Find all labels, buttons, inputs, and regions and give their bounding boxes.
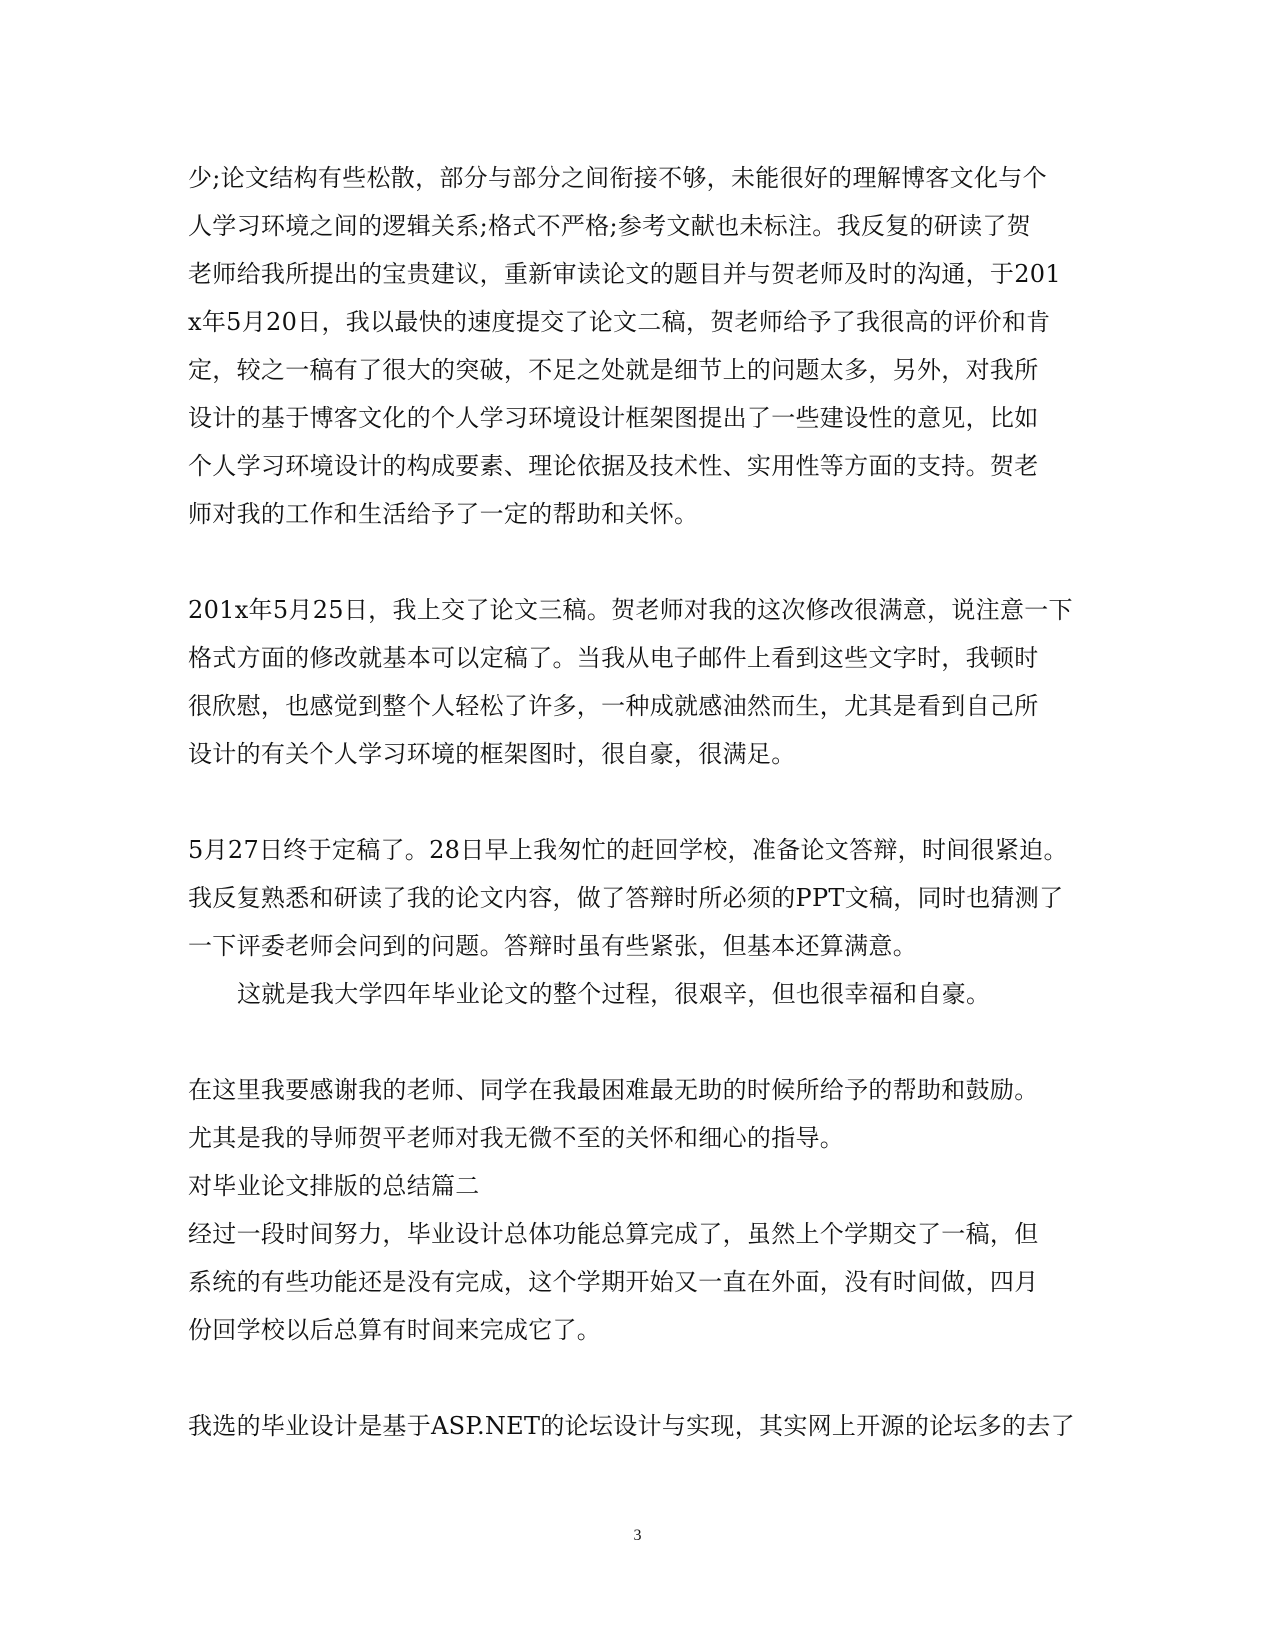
text-line: 份回学校以后总算有时间来完成它了。 — [188, 1316, 602, 1344]
text-line: 尤其是我的导师贺平老师对我无微不至的关怀和细心的指导。 — [188, 1124, 845, 1152]
text-line: 我反复熟悉和研读了我的论文内容，做了答辩时所必须的PPT文稿，同时也猜测了 — [188, 884, 1064, 912]
text-line: 我选的毕业设计是基于ASP.NET的论坛设计与实现，其实网上开源的论坛多的去了 — [188, 1412, 1075, 1440]
text-line: x年5月20日，我以最快的速度提交了论文二稿，贺老师给予了我很高的评价和肯 — [188, 308, 1051, 336]
text-line: 少;论文结构有些松散，部分与部分之间衔接不够，未能很好的理解博客文化与个 — [188, 164, 1047, 192]
text-line: 一下评委老师会问到的问题。答辩时虽有些紧张，但基本还算满意。 — [188, 932, 917, 960]
text-line: 5月27日终于定稿了。28日早上我匆忙的赶回学校，准备论文答辩，时间很紧迫。 — [188, 836, 1068, 864]
text-line: 这就是我大学四年毕业论文的整个过程，很艰辛，但也很幸福和自豪。 — [237, 980, 991, 1008]
text-line: 师对我的工作和生活给予了一定的帮助和关怀。 — [188, 500, 699, 528]
text-line: 很欣慰，也感觉到整个人轻松了许多，一种成就感油然而生，尤其是看到自己所 — [188, 692, 1039, 720]
text-line: 设计的基于博客文化的个人学习环境设计框架图提出了一些建设性的意见，比如 — [188, 404, 1039, 432]
text-line: 经过一段时间努力，毕业设计总体功能总算完成了，虽然上个学期交了一稿，但 — [188, 1220, 1039, 1248]
text-line: 老师给我所提出的宝贵建议，重新审读论文的题目并与贺老师及时的沟通，于201 — [188, 260, 1061, 288]
text-line: 个人学习环境设计的构成要素、理论依据及技术性、实用性等方面的支持。贺老 — [188, 452, 1039, 480]
section-heading: 对毕业论文排版的总结篇二 — [188, 1172, 480, 1200]
page-number: 3 — [633, 1527, 642, 1544]
text-line: 设计的有关个人学习环境的框架图时，很自豪，很满足。 — [188, 740, 796, 768]
text-line: 在这里我要感谢我的老师、同学在我最困难最无助的时候所给予的帮助和鼓励。 — [188, 1076, 1039, 1104]
text-line: 201x年5月25日，我上交了论文三稿。贺老师对我的这次修改很满意，说注意一下 — [188, 596, 1073, 624]
text-line: 人学习环境之间的逻辑关系;格式不严格;参考文献也未标注。我反复的研读了贺 — [188, 212, 1031, 240]
text-line: 定，较之一稿有了很大的突破，不足之处就是细节上的问题太多，另外，对我所 — [188, 356, 1039, 384]
text-line: 系统的有些功能还是没有完成，这个学期开始又一直在外面，没有时间做，四月 — [188, 1268, 1039, 1296]
text-line: 格式方面的修改就基本可以定稿了。当我从电子邮件上看到这些文字时，我顿时 — [188, 644, 1039, 672]
